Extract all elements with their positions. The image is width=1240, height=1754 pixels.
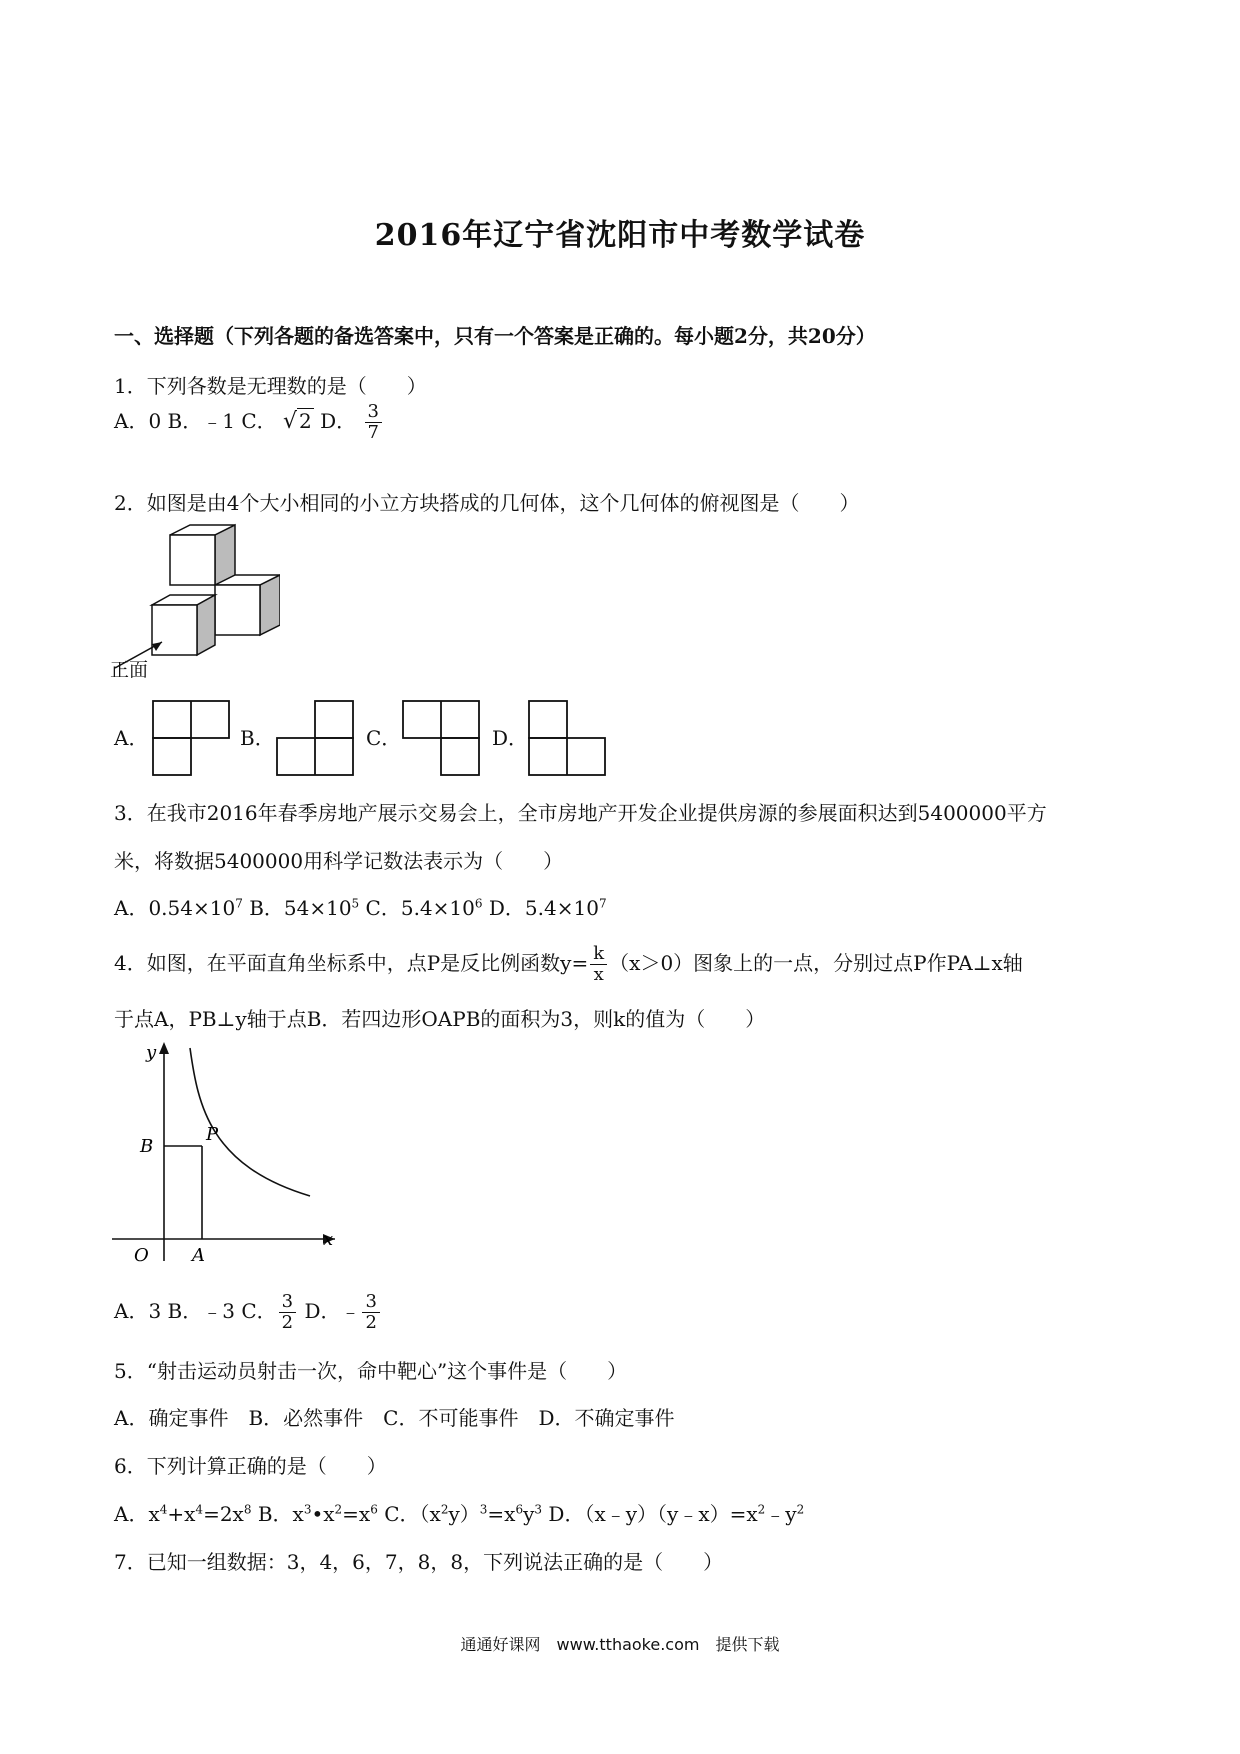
graph-label-o: O <box>134 1245 149 1266</box>
fraction-numerator: 3 <box>365 402 382 423</box>
q4-option-c: C． <box>241 1299 277 1323</box>
q2-option-d-figure <box>526 698 608 778</box>
hyperbola-graph <box>110 1036 350 1266</box>
question-1-stem: 1．下列各数是无理数的是（ ） <box>114 374 427 398</box>
q4-option-a: A．3 <box>114 1299 162 1323</box>
q1-option-b: B．﹣1 <box>167 409 235 433</box>
q3-option-d: D．5.4×10 <box>488 896 599 920</box>
q3-option-b-exp: 5 <box>351 896 360 911</box>
fraction-denominator: 2 <box>365 1312 377 1333</box>
question-2-stem: 2．如图是由4个大小相同的小立方块搭成的几何体，这个几何体的俯视图是（ ） <box>114 491 860 515</box>
question-5-options: A．确定事件 B．必然事件 C．不可能事件 D．不确定事件 <box>114 1406 675 1430</box>
fraction-3-7 <box>365 402 382 443</box>
question-6-options <box>114 1498 804 1527</box>
q4-stem-part1: 4．如图，在平面直角坐标系中，点P是反比例函数y= <box>114 951 589 975</box>
q3-option-d-exp: 7 <box>598 896 607 911</box>
fraction-numerator: 3 <box>362 1292 379 1313</box>
q6-option-d: D．$(x﹣y)(y﹣x)=x^2﹣y^2$ <box>548 1502 805 1526</box>
question-4-stem-line1 <box>114 944 1023 985</box>
q1-option-a: A．0 <box>114 409 162 433</box>
q6-option-a: A．$x^4+x^4=2x^8$ <box>114 1502 252 1526</box>
question-3-options <box>114 892 607 921</box>
q2-option-c-figure <box>400 698 482 778</box>
q1-option-c: C． <box>241 409 277 433</box>
graph-label-y: y <box>146 1042 157 1063</box>
graph-label-b: B <box>140 1136 154 1157</box>
q2-option-c: C． <box>366 726 402 750</box>
sqrt-symbol: √ 2 <box>282 409 312 434</box>
fraction-denominator: 7 <box>367 422 379 443</box>
q1-option-d: D． <box>320 409 357 433</box>
question-1-options <box>114 402 384 443</box>
q4-stem-part2: （x＞0）图象上的一点，分别过点P作PA⊥x轴 <box>609 951 1023 975</box>
fraction-k-over-x <box>590 944 607 985</box>
graph-label-x: x <box>323 1229 334 1250</box>
fraction-numerator: 3 <box>279 1292 296 1313</box>
fraction-denominator: x <box>593 964 604 985</box>
q4-option-b: B．﹣3 <box>167 1299 235 1323</box>
q3-option-c: C．5.4×10 <box>365 896 475 920</box>
page-footer: 通通好课网 www.tthaoke.com 提供下载 <box>460 1635 780 1654</box>
question-4-stem-line2: 于点A，PB⊥y轴于点B．若四边形OAPB的面积为3，则k的值为（ ） <box>114 1007 766 1031</box>
question-6-stem: 6．下列计算正确的是（ ） <box>114 1454 387 1478</box>
sqrt-radicand: 2 <box>299 409 312 433</box>
question-5-stem: 5．“射击运动员射击一次，命中靶心”这个事件是（ ） <box>114 1359 628 1383</box>
question-7-stem: 7．已知一组数据：3，4，6，7，8，8，下列说法正确的是（ ） <box>114 1550 724 1574</box>
graph-label-a: A <box>192 1245 205 1266</box>
question-3-stem-line2: 米，将数据5400000用科学记数法表示为（ ） <box>114 849 564 873</box>
q2-option-a-figure <box>150 698 232 778</box>
q2-option-b: B． <box>240 726 275 750</box>
fraction-numerator: k <box>590 944 607 965</box>
q6-option-b: B．$x^3•x^2=x^6$ <box>257 1502 378 1526</box>
question-3-stem-line1: 3．在我市2016年春季房地产展示交易会上，全市房地产开发企业提供房源的参展面积达到5400000平方 <box>114 801 1047 825</box>
fraction-3-2 <box>362 1292 379 1333</box>
fraction-denominator: 2 <box>281 1312 294 1333</box>
q3-option-a-exp: 7 <box>235 896 243 911</box>
q6-option-c: C．$(x^2y)^3=x^6y^3$ <box>384 1502 543 1526</box>
page-title: 2016年辽宁省沈阳市中考数学试卷 <box>374 218 866 253</box>
fraction-3-2 <box>279 1292 296 1333</box>
q3-option-c-exp: 6 <box>474 896 483 911</box>
question-4-options <box>114 1292 382 1333</box>
q4-option-d: D．﹣ <box>304 1299 361 1323</box>
q2-option-d: D． <box>492 726 529 750</box>
q3-option-a: A．0.54×10 <box>114 896 236 920</box>
q2-option-a: A． <box>114 726 149 750</box>
front-label: 正面 <box>110 659 149 681</box>
q3-option-b: B．54×10 <box>249 896 352 920</box>
graph-label-p: P <box>206 1124 219 1145</box>
section-heading: 一、选择题（下列各题的备选答案中，只有一个答案是正确的。每小题2分，共20分） <box>114 324 876 348</box>
q2-option-b-figure <box>274 698 356 778</box>
